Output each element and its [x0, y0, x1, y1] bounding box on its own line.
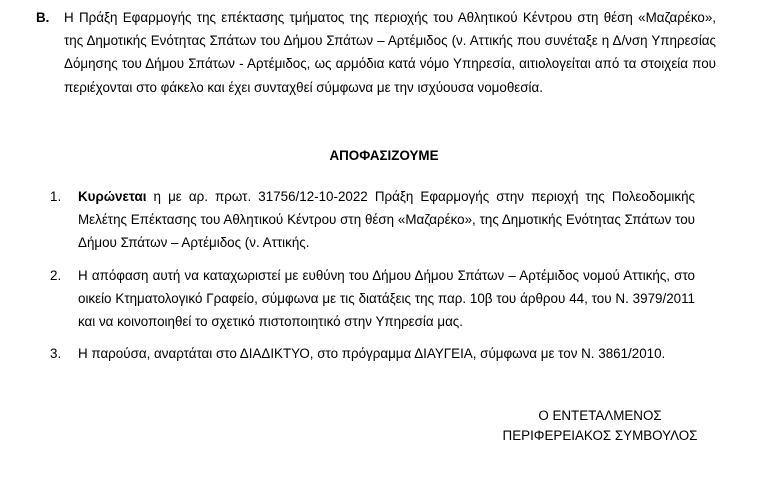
paragraph-b — [36, 6, 716, 99]
decision-item-2 — [50, 264, 695, 334]
decision-heading: ΑΠΟΦΑΣΙΖΟΥΜΕ — [329, 148, 439, 163]
signature-title-line2: ΠΕΡΙΦΕΡΕΙΑΚΟΣ ΣΥΜΒΟΥΛΟΣ — [502, 428, 698, 443]
item-text: Η απόφαση αυτή να καταχωριστεί με ευθύνη του Δήμου Δήμου Σπάτων – Αρτέμιδος νομού Αττικής, στο οικείο Κτηματολογικό Γραφείο, σύμφωνα με τις διατάξεις της παρ. 10β του άρθρου 44, του Ν. 3979/2011 και να κοινοποιηθεί το σχετικό πιστοποιητικό στην Υπηρεσία μας. — [78, 267, 695, 330]
decision-item-3 — [50, 342, 695, 365]
paragraph-b-label: Β. — [36, 10, 50, 25]
item-bold-lead: Κυρώνεται — [78, 189, 147, 204]
paragraph-b-text: Η Πράξη Εφαρμογής της επέκτασης τμήματος της περιοχής του Αθλητικού Κέντρου στη θέση «Μαζαρέκο», της Δημοτικής Ενότητας Σπάτων του Δήμου Σπάτων – Αρτέμιδος (ν. Αττικής που συνέταξε η Δ/νση Υπηρεσίας Δόμησης του Δήμου Σπάτων - Αρτέμιδος, ως αρμόδια κατά νόμο Υπηρεσία, αιτιολογείται από τα στοιχεία που περιέχονται στο φάκελο και έχει συνταχθεί σύμφωνα με την ισχύουσα νομοθεσία. — [64, 10, 716, 95]
decision-item-1 — [50, 185, 695, 255]
signature-block — [480, 406, 720, 446]
item-text: η με αρ. πρωτ. 31756/12-10-2022 Πράξη Εφαρμογής στην περιοχή της Πολεοδομικής Μελέτης Επέκτασης του Αθλητικού Κέντρου στη θέση «Μαζαρέκο», της Δημοτικής Ενότητας Σπάτων του Δήμου Σπάτων – Αρτέμιδος (ν. Αττικής. — [78, 189, 695, 251]
item-number: 3. — [50, 346, 62, 362]
item-number: 1. — [50, 189, 62, 204]
item-number: 2. — [50, 267, 62, 283]
item-text: Η παρούσα, αναρτάται στο ΔΙΑΔΙΚΤΥΟ, στο πρόγραμμα ΔΙΑΥΓΕΙΑ, σύμφωνα με τον Ν. 3861/2010. — [78, 346, 666, 362]
decision-list — [50, 185, 695, 365]
signature-title-line1: Ο ΕΝΤΕΤΑΛΜΕΝΟΣ — [538, 408, 662, 423]
